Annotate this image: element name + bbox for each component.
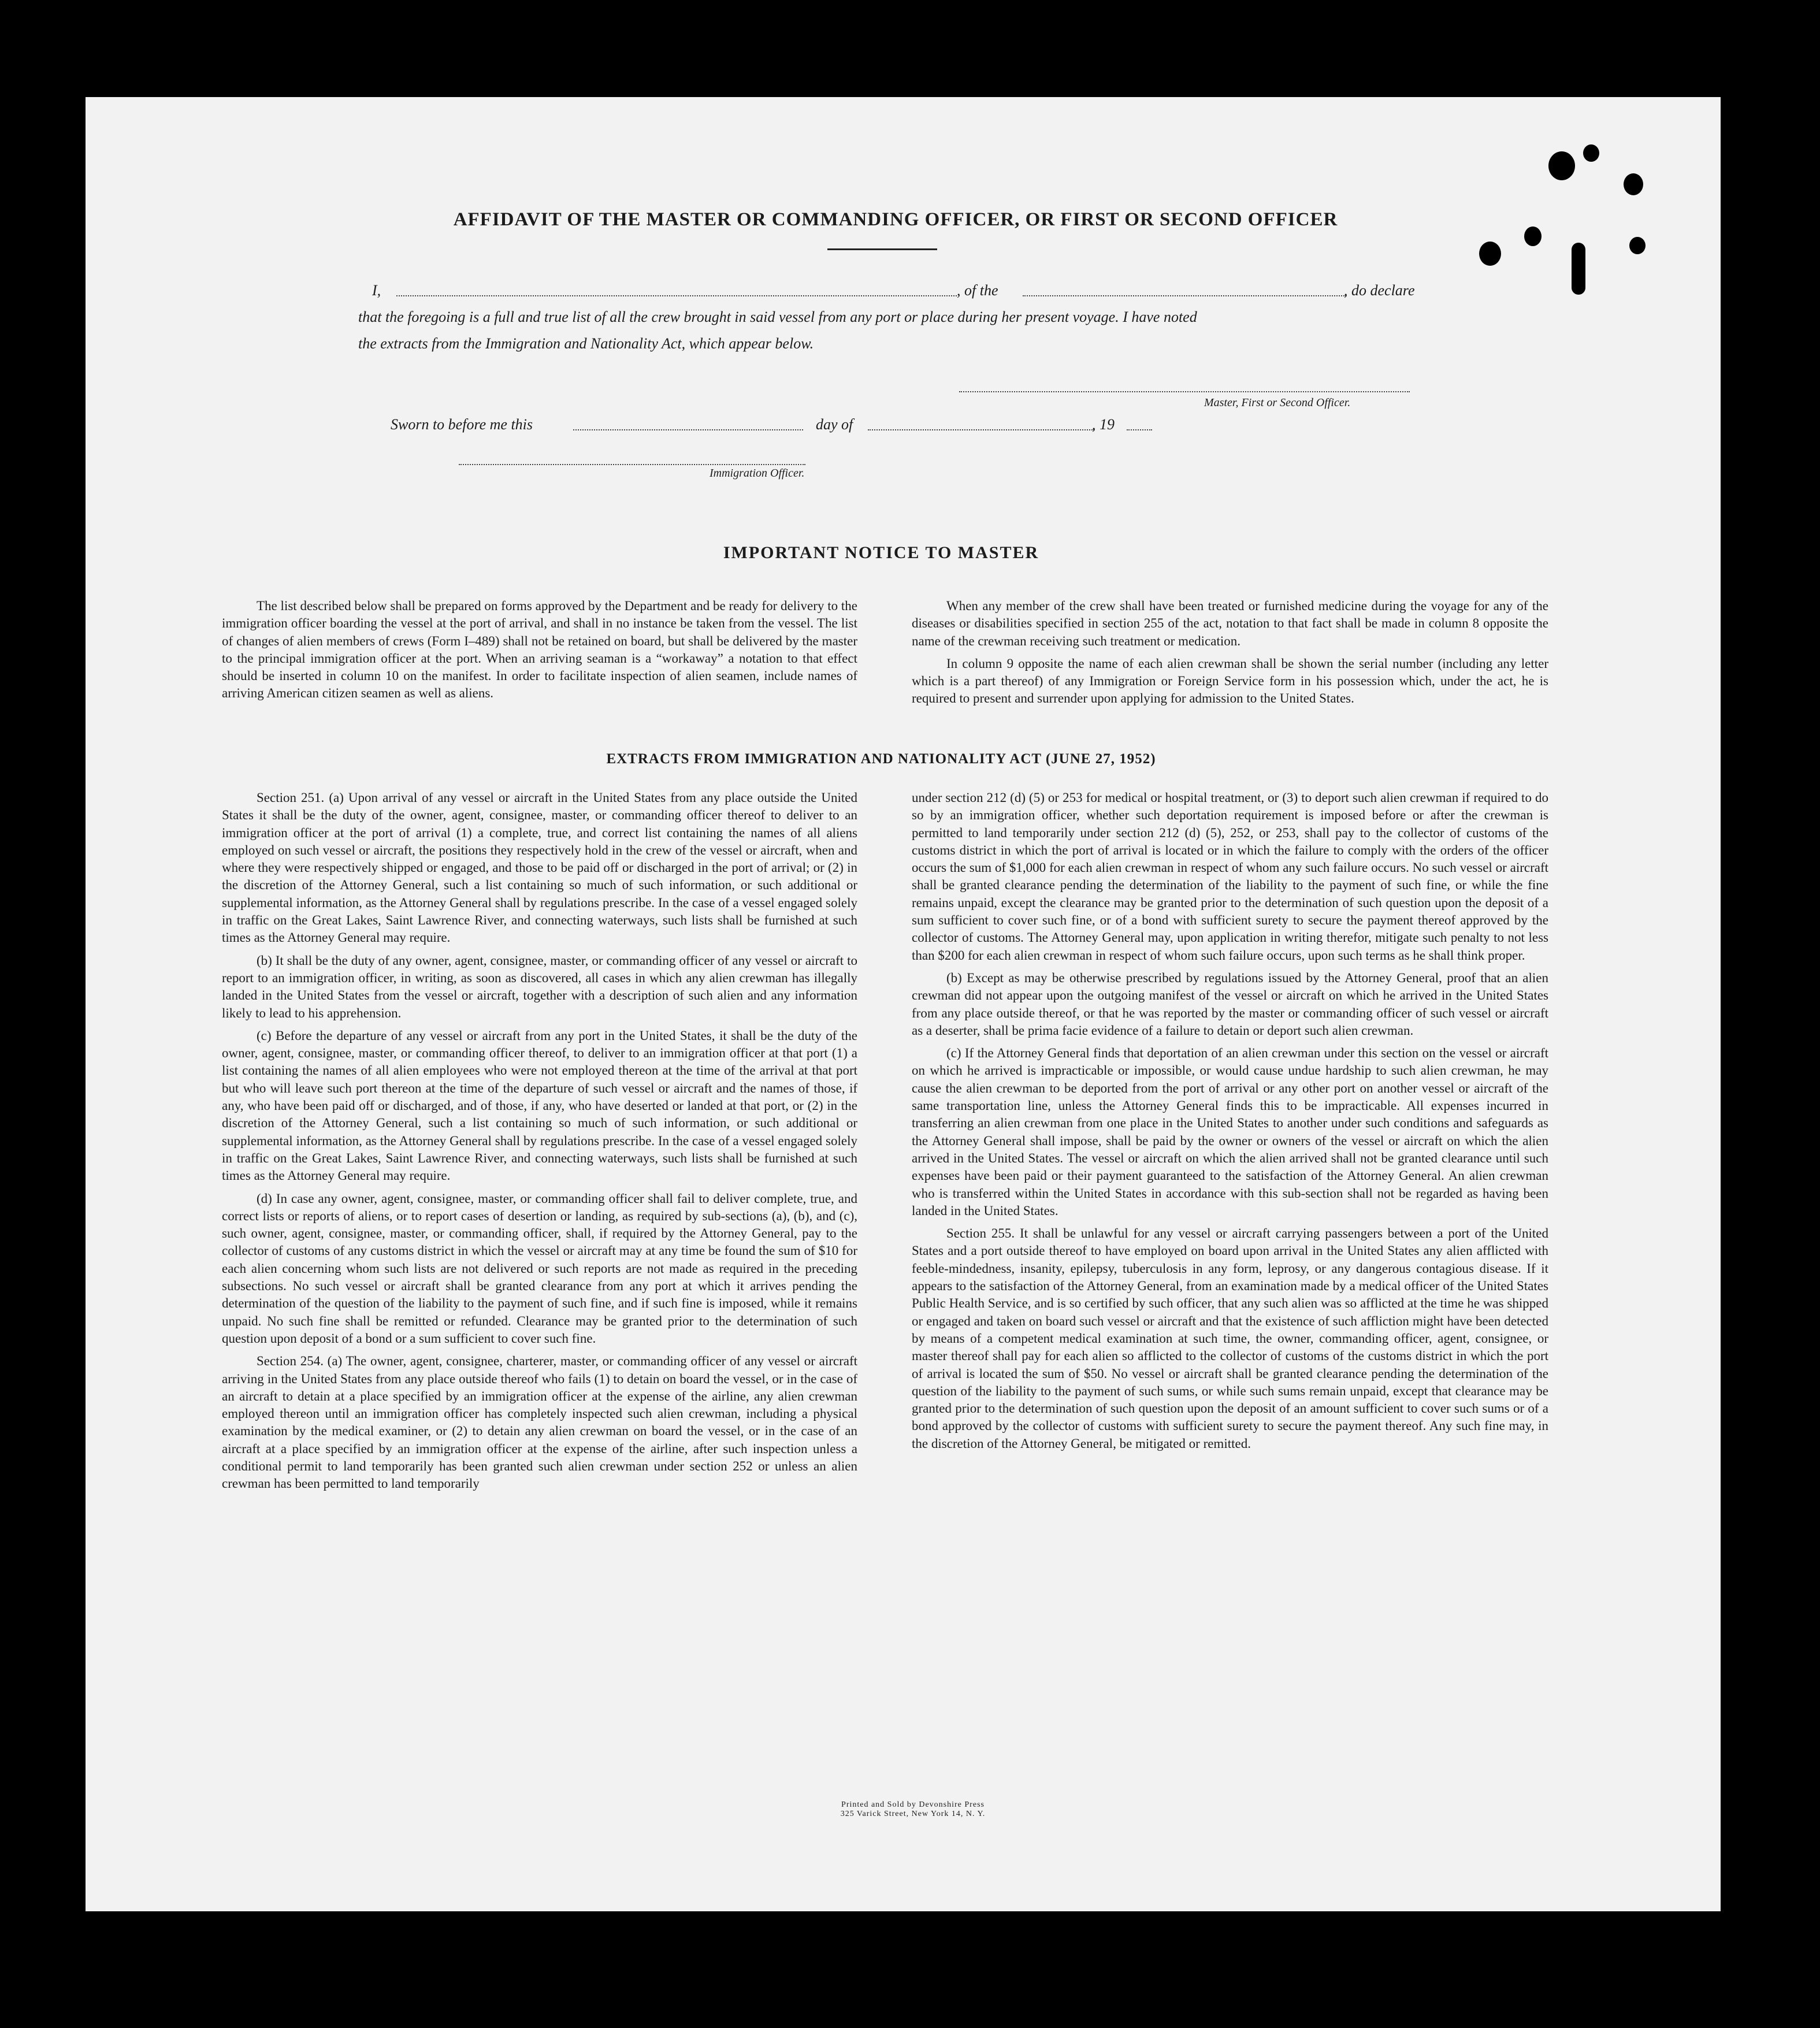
extract-paragraph: (c) If the Attorney General finds that deportation of an alien crewman under this section on the vessel or aircraft on which he arrived is impracticable or impossible, or would cause undue hardship to such alien crewman, he may cause the alien crewman to be deported from the port of arrival or any other port on another vessel or aircraft of the same transportation line, unless the Attorney General finds this to be impracticable. All expenses incurred in transferring an alien crewman from one place in the United States to another under such conditions and safeguards as the Attorney General shall impose, shall be paid by the owner or owners of the vessel or aircraft on which the alien arrived in the United States. The vessel or aircraft on which the alien arrived shall not be granted clearance until such expenses have been paid or their payment guaranteed to the satisfaction of the Attorney General. An alien crewman who is transferred within the United States in accordance with this sub-section shall not be regarded as having been landed in the United States. — [912, 1046, 1548, 1218]
notice-right-column — [912, 597, 1548, 708]
notice-paragraph: When any member of the crew shall have been treated or furnished medicine during the voyage for any of the diseases or disabilities specified in section 255 of the act, notation to that fact shall be made in column 8 opposite the name of the crewman receiving such treatment or medication. — [912, 599, 1548, 648]
extracts-title: EXTRACTS FROM IMMIGRATION AND NATIONALITY ACT (JUNE 27, 1952) — [606, 751, 1156, 767]
title-underline — [827, 248, 937, 250]
notice-paragraph: In column 9 opposite the name of each alien crewman shall be shown the serial number (including any letter which is a part thereof) of any Immigration or Foreign Service form in his possession which, under the act, he is required to present and surrender upon applying for admission to the United States. — [912, 656, 1548, 706]
printer-imprint — [693, 1800, 1132, 1819]
do-declare-label: , do declare — [1344, 282, 1415, 299]
sworn-year-field[interactable] — [1127, 429, 1152, 430]
vessel-field[interactable] — [1023, 295, 1346, 296]
ink-blot — [1629, 237, 1646, 254]
day-of-label: day of — [816, 416, 853, 433]
extract-paragraph: Section 255. It shall be unlawful for any vessel or aircraft carrying passengers between a port of the United States and a port outside thereof to have employed on board upon arrival in the United States any alien afflicted with feeble-mindedness, insanity, epilepsy, tuberculosis in any form, leprosy, or any dangerous contagious disease. If it appears to the satisfaction of the Attorney General, from an examination made by a medical officer of the United States Public Health Service, and is so certified by such officer, that any such alien was so afflicted at the time he was shipped or engaged and taken on board such vessel or aircraft and that the existence of such affliction might have been detected by means of a competent medical examination at such time, the owner, commanding officer, agent, consignee, or master thereof shall pay for each alien so afflicted to the collector of customs of the customs district in which the port of arrival is located the sum of $50. No vessel or aircraft shall be granted clearance pending the determination of the question of the liability to the payment of such sums, or while such sums remain unpaid, except that clearance may be granted prior to the determination of such question upon the deposit of an amount sufficient to cover such sums or of a bond approved by the collector of customs with sufficient surety to secure the payment thereof. Any such fine may, in the discretion of the Attorney General, be mitigated or remitted. — [912, 1226, 1548, 1451]
sworn-month-field[interactable] — [868, 429, 1094, 430]
sworn-label: Sworn to before me this — [391, 416, 533, 433]
extracts-right-column — [912, 789, 1548, 1453]
extract-paragraph: Section 251. (a) Upon arrival of any vessel or aircraft in the United States from any place outside the United States it shall be the duty of the owner, agent, consignee, master, or commanding officer thereof to deliver to an immigration officer at the port of arrival (1) a complete, true, and correct list containing the names of all aliens employed on such vessel or aircraft, the positions they respectively hold in the crew of the vessel or aircraft, when and where they were respectively shipped or engaged, and those to be paid off or discharged in the port of arrival; or (2) in the discretion of the Attorney General, such a list containing so much of such information, or such additional or supplemental information, as the Attorney General shall by regulations prescribe. In the case of a vessel engaged solely in traffic on the Great Lakes, Saint Lawrence River, and connecting waterways, such lists shall be furnished at such times as the Attorney General may require. — [222, 790, 857, 945]
master-signature-line[interactable] — [959, 391, 1410, 392]
notice-title: IMPORTANT NOTICE TO MASTER — [723, 543, 1039, 562]
ink-blot — [1548, 151, 1575, 180]
ink-blot — [1583, 144, 1599, 162]
ink-blot — [1479, 242, 1501, 266]
printer-line-2: 325 Varick Street, New York 14, N. Y. — [840, 1810, 986, 1818]
ink-blot — [1572, 243, 1585, 295]
notice-paragraph: The list described below shall be prepared on forms approved by the Department and be ready for delivery to the immigration officer boarding the vessel at the port of arrival, and shall in no instance be taken from the vessel. The list of changes of alien members of crews (Form I–489) shall not be retained on board, but shall be delivered by the master to the principal immigration officer at the port. When an arriving seaman is a “workaway” a notation to that effect should be inserted in column 10 on the manifest. In order to facilitate inspection of alien seamen, include names of arriving American citizen seamen as well as aliens. — [222, 599, 857, 701]
extract-paragraph: (b) Except as may be otherwise prescribed by regulations issued by the Attorney General, proof that an alien crewman did not appear upon the outgoing manifest of the vessel or aircraft on which he arrived in the United States from any place outside thereof, or that he was reported by the master or commanding officer of such vessel or aircraft as a deserter, shall be prima facie evidence of a failure to detain or deport such alien crewman. — [912, 970, 1548, 1038]
extract-paragraph: (c) Before the departure of any vessel or aircraft from any port in the United States, it shall be the duty of the owner, agent, consignee, master, or commanding officer thereof, to deliver to an immigration officer at that port (1) a list containing the names of all alien employees who were not employed thereon at the time of the arrival at that port but who will leave such port thereon at the time of the departure of such vessel or aircraft and the names of those, if any, who have been paid off or discharged, and of those, if any, who have deserted or landed at that port, or (2) in the discretion of the Attorney General, such a list containing so much of such information, or such additional or supplemental information, as the Attorney General shall by regulations prescribe. In the case of a vessel engaged solely in traffic on the Great Lakes, Saint Lawrence River, and connecting waterways, such lists shall be furnished at such times as the Attorney General may require. — [222, 1028, 857, 1183]
officer-caption: Immigration Officer. — [710, 467, 805, 480]
extract-paragraph: (b) It shall be the duty of any owner, agent, consignee, master, or commanding officer of any vessel or aircraft to report to an immigration officer, in writing, as soon as discovered, all cases in which any alien crewman has illegally landed in the United States from the vessel or aircraft, together with a description of such alien and any information likely to lead to his apprehension. — [222, 953, 857, 1020]
name-field[interactable] — [396, 295, 957, 296]
extract-paragraph: (d) In case any owner, agent, consignee, master, or commanding officer shall fail to deliver complete, true, and correct lists or reports of aliens, or to report cases of desertion or landing, as required by sub-sections (a), (b), and (c), such owner, agent, consignee, master, or commanding officer, shall, if required by the Attorney General, pay to the collector of customs of any customs district in which the vessel or aircraft may at any time be found the sum of $10 for each alien concerning whom such lists are not delivered or such reports are not made as required in the preceding subsections. No such vessel or aircraft shall be granted clearance from any port at which it arrives pending the determination of the question of the liability to the payment of such fine, and if such fine is imposed, while it remains unpaid. No such fine shall be remitted or refunded. Clearance may be granted prior to the determination of such question upon deposit of a bond or a sum sufficient to cover such fine. — [222, 1191, 857, 1346]
declaration-line-3: the extracts from the Immigration and Nationality Act, which appear below. — [358, 335, 814, 352]
printer-line-1: Printed and Sold by Devonshire Press — [841, 1800, 985, 1809]
extract-paragraph: under section 212 (d) (5) or 253 for medical or hospital treatment, or (3) to deport such alien crewman if required to do so by an immigration officer, whether such deportation requirement is imposed before or after the crewman is permitted to land temporarily under section 212 (d) (5), 252, or 253, shall pay to the collector of customs of the customs district in which the port of arrival is located or in which the failure to comply with the orders of the officer occurs the sum of $1,000 for each alien crewman in respect of whom any such failure occurs. No such vessel or aircraft shall be granted clearance pending the determination of the liability to the payment of such fine, or while the fine remains unpaid, except the clearance may be granted prior to the determination of such question upon the deposit of a sum sufficient to cover such fine, or of a bond with sufficient surety to secure the payment thereof approved by the collector of customs. The Attorney General may, upon application in writing therefor, mitigate such penalty to not less than $200 for each alien crewman in respect of whom such failure occurs, upon such terms as he shall think proper. — [912, 790, 1548, 963]
sworn-day-field[interactable] — [573, 429, 803, 430]
master-caption: Master, First or Second Officer. — [1204, 396, 1351, 409]
ink-blot — [1624, 173, 1643, 195]
extract-paragraph: Section 254. (a) The owner, agent, consignee, charterer, master, or commanding officer of any vessel or aircraft arriving in the United States from any place outside thereof who fails (1) to detain on board the vessel, or in the case of an aircraft to detain at a place specified by an immigration officer at the expense of the airline, any alien crewman employed thereon until an immigration officer has completely inspected such alien crewman, including a physical examination by the medical examiner, or (2) to detain any alien crewman on board the vessel, or in the case of an aircraft at a place specified by an immigration officer at the expense of the airline, after such inspection unless a conditional permit to land temporarily has been granted such alien crewman under section 252 or unless an alien crewman has been permitted to land temporarily — [222, 1354, 857, 1491]
extracts-left-column — [222, 789, 857, 1493]
i-label: I, — [372, 282, 381, 299]
of-the-label: , of the — [957, 282, 998, 299]
ink-blot — [1524, 226, 1542, 246]
officer-signature-line[interactable] — [459, 463, 805, 465]
year-label: , 19 — [1092, 416, 1115, 433]
sworn-line — [391, 411, 1199, 438]
declaration-line-2: that the foregoing is a full and true list of all the crew brought in said vessel from any port or place during her present voyage. I have noted — [358, 309, 1197, 325]
notice-left-column — [222, 597, 857, 703]
declaration-line-1 — [358, 277, 1416, 304]
document-title: AFFIDAVIT OF THE MASTER OR COMMANDING OFFICER, OR FIRST OR SECOND OFFICER — [453, 209, 1338, 230]
